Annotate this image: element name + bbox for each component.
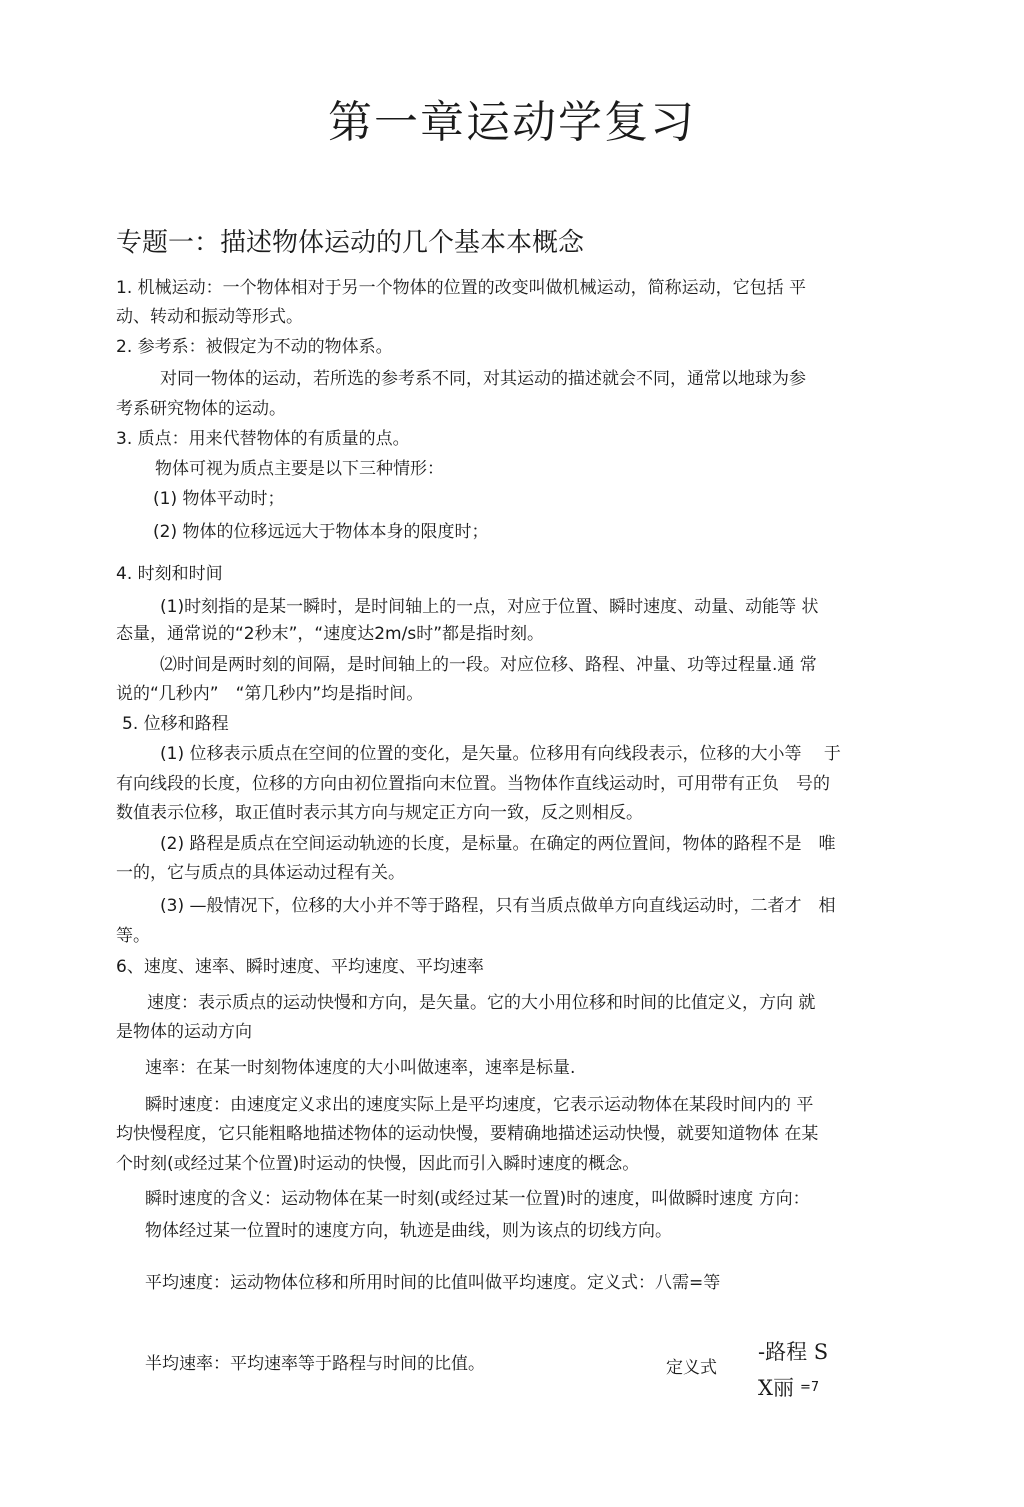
- paragraph-line: 等。: [116, 926, 150, 946]
- paragraph-line: (2) 路程是质点在空间运动轨迹的长度，是标量。在确定的两位置间，物体的路程不是 唯: [160, 834, 836, 854]
- paragraph-line: 速度：表示质点的运动快慢和方向，是矢量。它的大小用位移和时间的比值定义，方向 就: [147, 993, 816, 1013]
- paragraph-line: (1) 位移表示质点在空间的位置的变化，是矢量。位移用有向线段表示，位移的大小等 于: [160, 744, 841, 764]
- paragraph-line: 说的“几秒内” “第几秒内”均是指时间。: [116, 684, 424, 704]
- formula-label: 定义式: [666, 1358, 717, 1378]
- paragraph-line: (1)时刻指的是某一瞬时，是时间轴上的一点，对应于位置、瞬时速度、动量、动能等 状: [160, 597, 819, 617]
- paragraph-line: (2) 物体的位移远远大于物体本身的限度时；: [153, 522, 489, 542]
- paragraph-line: ⑵时间是两时刻的间隔，是时间轴上的一段。对应位移、路程、冲量、功等过程量.通 常: [160, 655, 817, 675]
- paragraph-line: 物体经过某一位置时的速度方向，轨迹是曲线，则为该点的切线方向。: [145, 1221, 672, 1241]
- paragraph-line: 考系研究物体的运动。: [116, 399, 286, 419]
- paragraph-line: 均快慢程度，它只能粗略地描述物体的运动快慢，要精确地描述运动快慢，就要知道物体 在某: [116, 1124, 819, 1144]
- formula-denominator: X丽: [758, 1376, 794, 1400]
- formula-numerator: -路程 S: [758, 1340, 829, 1364]
- section-heading: 专题一：描述物体运动的几个基本本概念: [116, 228, 585, 258]
- paragraph-line: 速率：在某一时刻物体速度的大小叫做速率，速率是标量.: [145, 1058, 576, 1078]
- paragraph-line: 动、转动和振动等形式。: [116, 307, 303, 327]
- page-title: 第一章运动学复习: [328, 97, 696, 148]
- paragraph-line: 态量，通常说的“2秒末”，“速度达2m/s时”都是指时刻。: [116, 624, 545, 644]
- paragraph-line: 瞬时速度：由速度定义求出的速度实际上是平均速度，它表示运动物体在某段时间内的 平: [145, 1095, 814, 1115]
- paragraph-line: 4. 时刻和时间: [116, 564, 223, 584]
- paragraph-line: 5. 位移和路程: [122, 714, 229, 734]
- paragraph-line: 3. 质点：用来代替物体的有质量的点。: [116, 429, 410, 449]
- paragraph-line: 有向线段的长度，位移的方向由初位置指向末位置。当物体作直线运动时，可用带有正负 号的: [116, 774, 830, 794]
- paragraph-line: 6、速度、速率、瞬时速度、平均速度、平均速率: [116, 957, 484, 977]
- paragraph-line: 半均速率：平均速率等于路程与时间的比值。: [145, 1354, 485, 1374]
- paragraph-line: 1. 机械运动：一个物体相对于另一个物体的位置的改变叫做机械运动，简称运动，它包括 平: [116, 278, 807, 298]
- paragraph-line: 个时刻(或经过某个位置)时运动的快慢，因此而引入瞬时速度的概念。: [116, 1154, 640, 1174]
- paragraph-line: 瞬时速度的含义：运动物体在某一时刻(或经过某一位置)时的速度，叫做瞬时速度 方向：: [145, 1189, 810, 1209]
- paragraph-line: 是物体的运动方向: [116, 1022, 252, 1042]
- paragraph-line: (1) 物体平动时；: [153, 489, 285, 509]
- formula-subscript: =7: [800, 1380, 820, 1395]
- paragraph-line: (3) —般情况下，位移的大小并不等于路程，只有当质点做单方向直线运动时，二者才 相: [160, 896, 836, 916]
- paragraph-line: 数值表示位移，取正值时表示其方向与规定正方向一致，反之则相反。: [116, 803, 643, 823]
- paragraph-line: 平均速度：运动物体位移和所用时间的比值叫做平均速度。定义式：八需=等: [145, 1273, 721, 1293]
- paragraph-line: 物体可视为质点主要是以下三种情形：: [155, 459, 444, 479]
- paragraph-line: 2. 参考系：被假定为不动的物体系。: [116, 337, 393, 357]
- paragraph-line: 一的，它与质点的具体运动过程有关。: [116, 863, 405, 883]
- paragraph-line: 对同一物体的运动，若所选的参考系不同，对其运动的描述就会不同，通常以地球为参: [160, 369, 806, 389]
